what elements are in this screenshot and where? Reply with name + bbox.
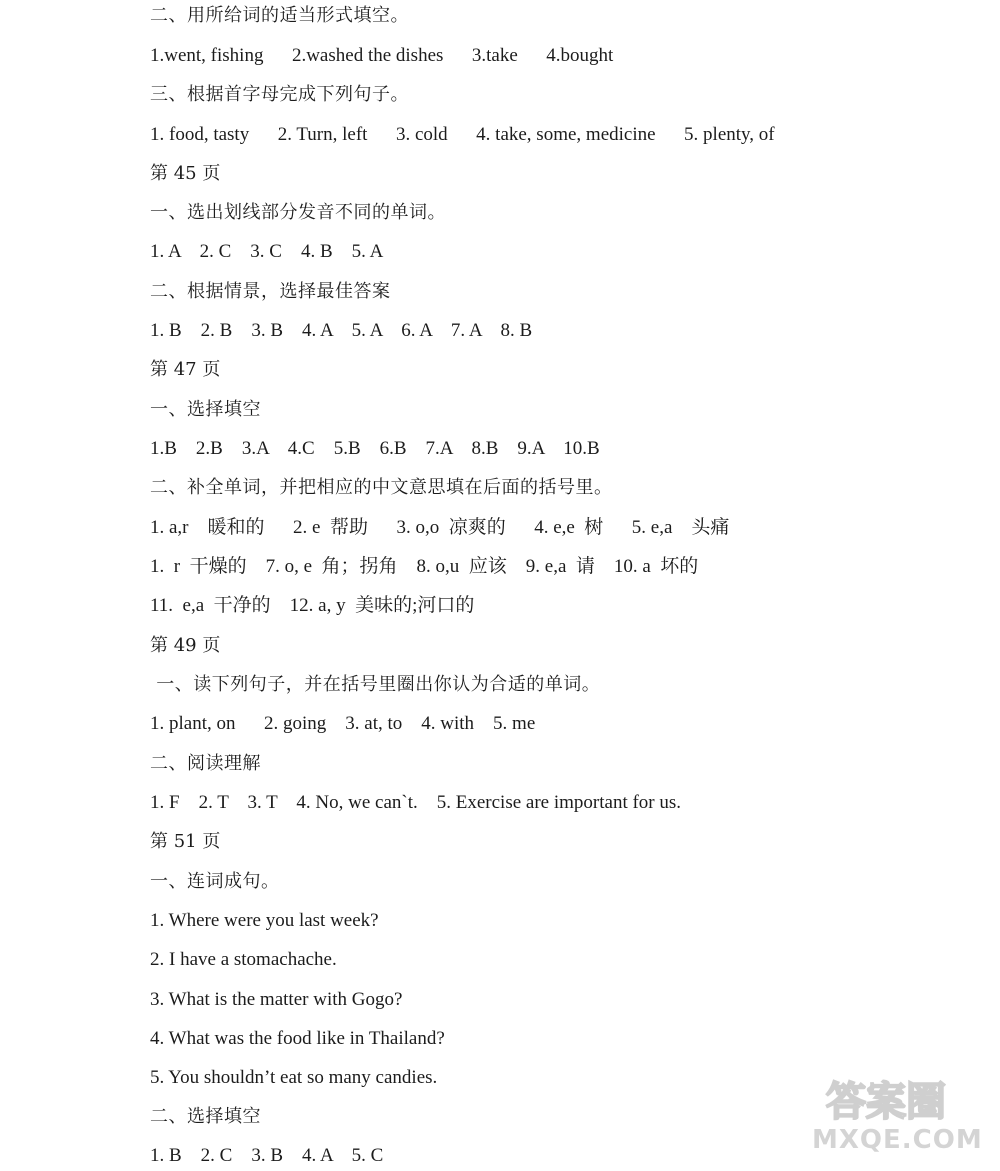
section-heading: 二、阅读理解: [150, 753, 261, 774]
answer-line: 4. What was the food like in Thailand?: [150, 1028, 445, 1049]
section-heading: 二、补全单词，并把相应的中文意思填在后面的括号里。: [150, 477, 613, 498]
watermark-logo-icon: [822, 1073, 972, 1125]
section-heading: 二、根据情景，选择最佳答案: [150, 281, 391, 302]
answer-line: 1. F 2. T 3. T 4. No, we can`t. 5. Exercise are important for us.: [150, 792, 682, 813]
section-heading: 一、选择填空: [150, 399, 261, 420]
page-reference: 第 47 页: [150, 359, 221, 380]
site-watermark: [812, 1073, 982, 1163]
answer-line: 1. B 2. B 3. B 4. A 5. A 6. A 7. A 8. B: [150, 320, 533, 341]
watermark-url: MXQE.COM: [812, 1125, 983, 1155]
section-heading: 二、选择填空: [150, 1106, 261, 1127]
answer-line: 1.went, fishing 2.washed the dishes 3.take 4.bought: [150, 45, 614, 66]
section-heading: 一、读下列句子，并在括号里圈出你认为合适的单词。: [150, 674, 601, 695]
page-reference: 第 49 页: [150, 635, 221, 656]
answer-line: 1. r 干燥的 7. o, e 角；拐角 8. o,u 应该 9. e,a 请 10. a 坏的: [150, 556, 699, 577]
answer-line: 3. What is the matter with Gogo?: [150, 989, 403, 1010]
answer-line: 1. A 2. C 3. C 4. B 5. A: [150, 241, 384, 262]
answer-line: 11. e,a 干净的 12. a, y 美味的;河口的: [150, 595, 475, 616]
answer-line: 1. plant, on 2. going 3. at, to 4. with 5. me: [150, 713, 536, 734]
answer-line: 1. B 2. C 3. B 4. A 5. C: [150, 1145, 384, 1166]
watermark-logo-text: 答案圈: [826, 1079, 946, 1125]
page-reference: 第 45 页: [150, 163, 221, 184]
section-heading: 一、连词成句。: [150, 871, 280, 892]
answer-line: 2. I have a stomachache.: [150, 949, 337, 970]
section-heading: 一、选出划线部分发音不同的单词。: [150, 202, 446, 223]
answer-line: 1.B 2.B 3.A 4.C 5.B 6.B 7.A 8.B 9.A 10.B: [150, 438, 600, 459]
answer-line: 1. Where were you last week?: [150, 910, 379, 931]
section-heading: 二、用所给词的适当形式填空。: [150, 5, 409, 26]
page-reference: 第 51 页: [150, 831, 221, 852]
answer-line: 1. a,r 暖和的 2. e 帮助 3. o,o 凉爽的 4. e,e 树 5. e,a 头痛: [150, 517, 730, 538]
answer-line: 1. food, tasty 2. Turn, left 3. cold 4. take, some, medicine 5. plenty, of: [150, 124, 775, 145]
section-heading: 三、根据首字母完成下列句子。: [150, 84, 409, 105]
answer-line: 5. You shouldn’t eat so many candies.: [150, 1067, 438, 1088]
